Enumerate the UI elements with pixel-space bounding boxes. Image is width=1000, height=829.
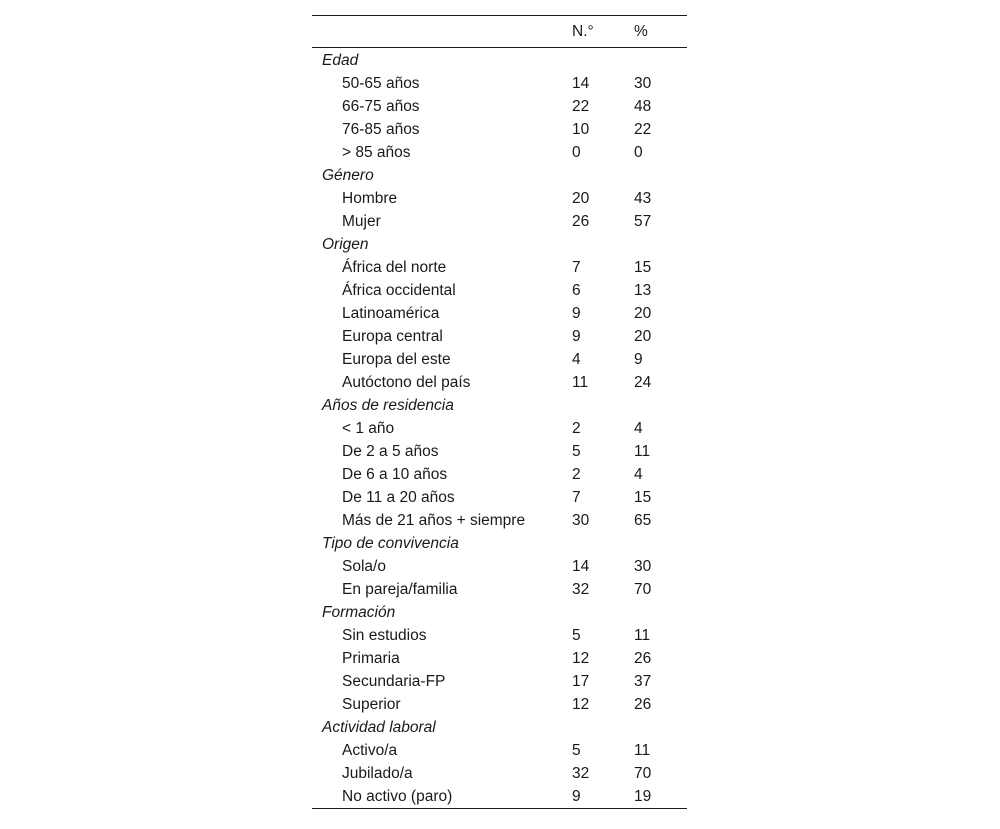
table-row — [312, 72, 687, 95]
table-row — [312, 325, 687, 348]
row-label: 76-85 años — [342, 120, 420, 138]
row-label: 66-75 años — [342, 97, 420, 115]
empty-cell — [634, 532, 687, 555]
category-label: Tipo de convivencia — [322, 534, 459, 552]
row-percent: 15 — [634, 258, 652, 276]
row-count: 14 — [572, 74, 590, 92]
header-label-column — [312, 16, 572, 48]
row-percent: 37 — [634, 672, 652, 690]
row-percent: 26 — [634, 695, 652, 713]
category-label: Actividad laboral — [322, 718, 436, 736]
row-label: De 2 a 5 años — [342, 442, 439, 460]
category-label: Años de residencia — [322, 396, 454, 414]
row-label: No activo (paro) — [342, 787, 453, 805]
row-count: 2 — [572, 419, 581, 437]
row-percent: 30 — [634, 557, 652, 575]
row-count: 9 — [572, 304, 581, 322]
row-percent: 11 — [634, 626, 651, 644]
category-label: Género — [322, 166, 374, 184]
row-label: Europa central — [342, 327, 443, 345]
demographics-table-container — [312, 15, 687, 809]
row-label: < 1 año — [342, 419, 395, 437]
category-row-tipo-de-convivencia — [312, 532, 687, 555]
table-row — [312, 256, 687, 279]
row-count: 0 — [572, 143, 581, 161]
table-row — [312, 302, 687, 325]
row-label: Hombre — [342, 189, 398, 207]
row-label: Europa del este — [342, 350, 451, 368]
table-row — [312, 486, 687, 509]
table-row — [312, 670, 687, 693]
row-percent: 26 — [634, 649, 652, 667]
row-label: África del norte — [342, 258, 447, 276]
table-row — [312, 348, 687, 371]
table-row — [312, 279, 687, 302]
row-label: Primaria — [342, 649, 400, 667]
header-count-column: N.° — [572, 22, 594, 40]
row-count: 30 — [572, 511, 590, 529]
table-row — [312, 95, 687, 118]
row-count: 2 — [572, 465, 581, 483]
row-percent: 22 — [634, 120, 652, 138]
row-percent: 70 — [634, 764, 652, 782]
table-row — [312, 739, 687, 762]
empty-cell — [634, 601, 687, 624]
empty-cell — [634, 48, 687, 73]
row-percent: 43 — [634, 189, 652, 207]
empty-cell — [572, 394, 634, 417]
category-row-genero — [312, 164, 687, 187]
row-count: 7 — [572, 258, 581, 276]
category-row-origen — [312, 233, 687, 256]
table-row — [312, 440, 687, 463]
table-row — [312, 555, 687, 578]
row-label: De 11 a 20 años — [342, 488, 455, 506]
row-count: 9 — [572, 787, 581, 805]
row-count: 4 — [572, 350, 581, 368]
header-row — [312, 16, 687, 48]
row-label: Autóctono del país — [342, 373, 471, 391]
row-label: Sola/o — [342, 557, 386, 575]
row-count: 20 — [572, 189, 590, 207]
table-row — [312, 417, 687, 440]
empty-cell — [634, 233, 687, 256]
empty-cell — [572, 716, 634, 739]
category-label: Formación — [322, 603, 396, 621]
category-row-formacion — [312, 601, 687, 624]
table-row — [312, 647, 687, 670]
row-count: 12 — [572, 649, 590, 667]
table-row — [312, 762, 687, 785]
table-row — [312, 187, 687, 210]
row-count: 5 — [572, 741, 581, 759]
table-row — [312, 785, 687, 809]
table-row — [312, 371, 687, 394]
category-label: Edad — [322, 51, 359, 69]
category-row-actividad-laboral — [312, 716, 687, 739]
row-count: 32 — [572, 580, 590, 598]
row-percent: 9 — [634, 350, 643, 368]
row-label: 50-65 años — [342, 74, 420, 92]
row-label: Superior — [342, 695, 401, 713]
empty-cell — [634, 164, 687, 187]
table-row — [312, 463, 687, 486]
row-percent: 13 — [634, 281, 652, 299]
row-count: 14 — [572, 557, 590, 575]
row-label: Secundaria-FP — [342, 672, 446, 690]
table-row — [312, 578, 687, 601]
table-row — [312, 210, 687, 233]
category-label: Origen — [322, 235, 369, 253]
row-label: Latinoamérica — [342, 304, 440, 322]
row-count: 12 — [572, 695, 590, 713]
row-count: 32 — [572, 764, 590, 782]
header-percent-column: % — [634, 22, 648, 40]
row-label: Mujer — [342, 212, 381, 230]
empty-cell — [572, 48, 634, 73]
empty-cell — [572, 601, 634, 624]
row-percent: 20 — [634, 327, 652, 345]
row-percent: 48 — [634, 97, 652, 115]
row-percent: 30 — [634, 74, 652, 92]
row-percent: 4 — [634, 419, 643, 437]
row-count: 7 — [572, 488, 581, 506]
row-percent: 11 — [634, 741, 651, 759]
row-label: Activo/a — [342, 741, 398, 759]
row-label: > 85 años — [342, 143, 411, 161]
empty-cell — [634, 394, 687, 417]
table-row — [312, 509, 687, 532]
row-label: De 6 a 10 años — [342, 465, 448, 483]
table-row — [312, 141, 687, 164]
row-percent: 20 — [634, 304, 652, 322]
table-row — [312, 118, 687, 141]
row-percent: 0 — [634, 143, 643, 161]
row-count: 10 — [572, 120, 590, 138]
row-percent: 70 — [634, 580, 652, 598]
row-count: 22 — [572, 97, 590, 115]
row-label: Jubilado/a — [342, 764, 413, 782]
row-percent: 19 — [634, 787, 652, 805]
row-percent: 57 — [634, 212, 652, 230]
row-percent: 65 — [634, 511, 652, 529]
table-header — [312, 16, 687, 48]
row-label: África occidental — [342, 281, 456, 299]
row-count: 6 — [572, 281, 581, 299]
row-percent: 4 — [634, 465, 643, 483]
row-label: Sin estudios — [342, 626, 427, 644]
category-row-anos-de-residencia — [312, 394, 687, 417]
row-count: 9 — [572, 327, 581, 345]
row-label: En pareja/familia — [342, 580, 458, 598]
table-body — [312, 48, 687, 809]
row-count: 26 — [572, 212, 590, 230]
table-row — [312, 624, 687, 647]
row-percent: 24 — [634, 373, 652, 391]
category-row-edad — [312, 48, 687, 73]
row-label: Más de 21 años + siempre — [342, 511, 526, 529]
empty-cell — [572, 164, 634, 187]
row-count: 5 — [572, 626, 581, 644]
demographics-table — [312, 15, 687, 809]
empty-cell — [572, 233, 634, 256]
table-row — [312, 693, 687, 716]
row-percent: 11 — [634, 442, 651, 460]
row-percent: 15 — [634, 488, 652, 506]
row-count: 5 — [572, 442, 581, 460]
row-count: 17 — [572, 672, 590, 690]
empty-cell — [634, 716, 687, 739]
empty-cell — [572, 532, 634, 555]
row-count: 11 — [572, 373, 589, 391]
